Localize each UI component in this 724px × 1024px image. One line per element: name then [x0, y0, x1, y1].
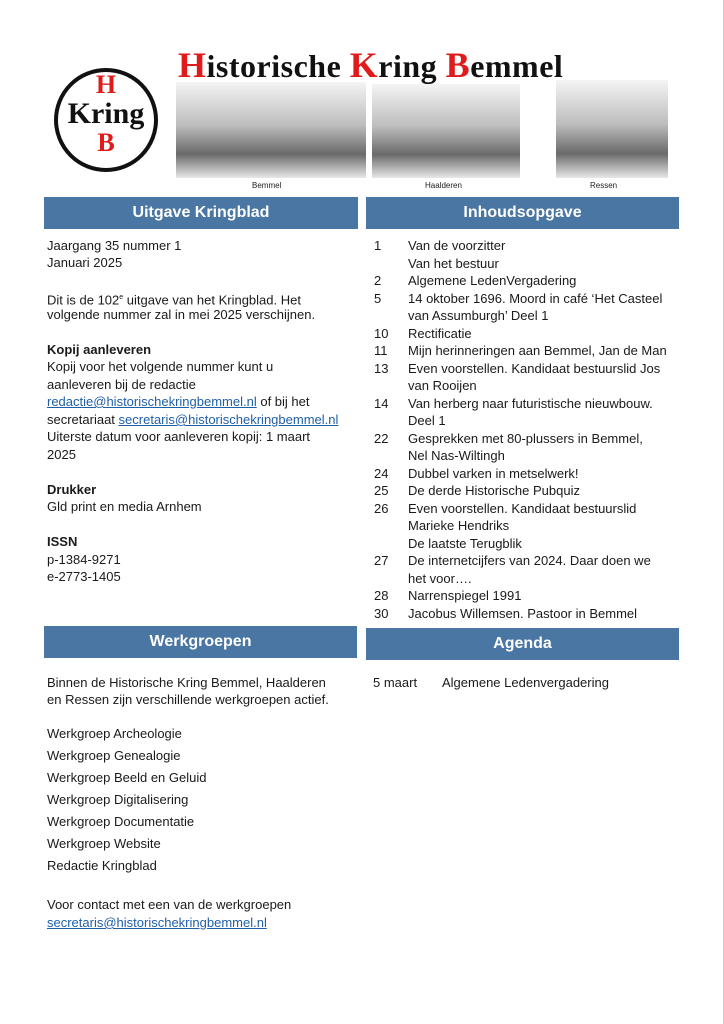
deadline-text: 2025 — [47, 447, 76, 462]
werkgroepen-heading: Werkgroepen — [44, 626, 357, 658]
toc-entry: van Assumburgh’ Deel 1 — [408, 308, 549, 323]
redactie-email-link[interactable]: redactie@historischekringbemmel.nl — [47, 394, 257, 409]
toc-entry: Jacobus Willemsen. Pastoor in Bemmel — [408, 605, 638, 621]
toc-entry: Algemene LedenVergadering — [408, 273, 577, 288]
caption-bemmel: Bemmel — [252, 181, 282, 190]
toc-entry: De internetcijfers van 2024. Daar doen we — [408, 553, 651, 568]
bemmel-castle-photo — [176, 82, 366, 178]
toc-page-number: 2 — [374, 273, 382, 288]
toc-entry: het voor…. — [408, 570, 472, 586]
toc-page-number: 13 — [374, 360, 389, 376]
werkgroepen-intro: Binnen de Historische Kring Bemmel, Haalderen — [47, 675, 326, 690]
toc-entry: Dubbel varken in metselwerk! — [408, 465, 579, 481]
toc-entry: Even voorstellen. Kandidaat bestuurslid — [408, 500, 637, 516]
uitgave-heading: Uitgave Kringblad — [44, 197, 358, 229]
toc-page-number: 27 — [374, 553, 389, 568]
kopij-text: aanleveren bij de redactie — [47, 377, 196, 392]
werkgroep-item: Werkgroep Genealogie — [47, 748, 181, 763]
deadline-text: Uiterste datum voor aanleveren kopij: 1 maart — [47, 429, 311, 444]
toc-entry: 14 oktober 1696. Moord in café ‘Het Casteel — [408, 290, 663, 306]
logo-h: H — [95, 70, 117, 99]
contact-email — [47, 914, 267, 931]
toc-entry: van Rooijen — [408, 378, 477, 393]
toc-page-number: 26 — [374, 500, 389, 516]
agenda-event: Algemene Ledenvergadering — [442, 675, 609, 690]
intro-line: Dit is de 102e uitgave van het Kringblad. Het — [47, 292, 301, 308]
toc-entry: Van de voorzitter — [408, 238, 506, 253]
werkgroep-item: Redactie Kringblad — [47, 858, 157, 873]
toc-entry: Narrenspiegel 1991 — [408, 588, 522, 603]
caption-haalderen: Haalderen — [425, 181, 462, 190]
drukker-name: Gld print en media Arnhem — [47, 499, 202, 514]
logo-kring: Kring — [67, 97, 145, 130]
agenda-heading: Agenda — [366, 628, 679, 660]
haalderen-church-photo — [372, 84, 520, 178]
werkgroep-item: Werkgroep Website — [47, 836, 161, 851]
logo-b: B — [97, 128, 115, 157]
toc-page-number: 25 — [374, 483, 389, 498]
secretaris-email-link[interactable]: secretaris@historischekringbemmel.nl — [118, 412, 339, 427]
kring-logo — [54, 68, 158, 172]
toc-entry: Gesprekken met 80-plussers in Bemmel, — [408, 430, 643, 446]
issue-date: Januari 2025 — [47, 255, 123, 270]
toc-page-number: 5 — [374, 290, 382, 306]
toc-page-number: 11 — [374, 343, 388, 358]
jaargang: Jaargang 35 nummer 1 — [47, 238, 182, 253]
issn-heading: ISSN — [47, 534, 78, 549]
contact-text: Voor contact met een van de werkgroepen — [47, 897, 292, 912]
werkgroep-item: Werkgroep Archeologie — [47, 726, 182, 741]
werkgroep-item: Werkgroep Beeld en Geluid — [47, 770, 207, 785]
toc-page-number: 30 — [374, 605, 389, 621]
toc-page-number: 10 — [374, 325, 389, 341]
kopij-text: redactie@historischekringbemmel.nl of bij het — [47, 394, 310, 409]
kopij-heading: Kopij aanleveren — [47, 342, 152, 357]
werkgroep-item: Werkgroep Digitalisering — [47, 792, 189, 807]
kopij-text: secretariaat secretaris@historischekringbemmel.nl — [47, 412, 339, 427]
inhoud-heading: Inhoudsopgave — [366, 197, 679, 229]
toc-entry: Marieke Hendriks — [408, 518, 510, 533]
issn-electronic: e-2773-1405 — [47, 569, 121, 584]
toc-page-number: 1 — [374, 238, 382, 253]
toc-entry: De laatste Terugblik — [408, 535, 522, 551]
werkgroep-item: Werkgroep Documentatie — [47, 814, 195, 829]
toc-page-number: 24 — [374, 465, 389, 481]
toc-entry: Nel Nas-Wiltingh — [408, 448, 505, 463]
contact-email-link[interactable]: secretaris@historischekringbemmel.nl — [47, 915, 267, 930]
toc-entry: Rectificatie — [408, 325, 472, 341]
werkgroepen-intro: en Ressen zijn verschillende werkgroepen actief. — [47, 692, 329, 707]
toc-entry: Even voorstellen. Kandidaat bestuurslid Jos — [408, 360, 661, 376]
toc-page-number: 28 — [374, 588, 389, 603]
toc-page-number: 22 — [374, 430, 389, 446]
intro-line-2: volgende nummer zal in mei 2025 verschijnen. — [47, 307, 316, 322]
toc-entry: De derde Historische Pubquiz — [408, 483, 580, 498]
masthead-title: Historische Kring Bemmel — [178, 45, 564, 85]
toc-entry: Van herberg naar futuristische nieuwbouw. — [408, 395, 653, 411]
agenda-date: 5 maart — [373, 675, 418, 690]
ressen-church-photo — [556, 80, 668, 178]
issn-print: p-1384-9271 — [47, 552, 121, 567]
toc-entry: Mijn herinneringen aan Bemmel, Jan de Man — [408, 343, 667, 358]
caption-ressen: Ressen — [590, 181, 618, 190]
kopij-text: Kopij voor het volgende nummer kunt u — [47, 359, 274, 374]
toc-entry: Van het bestuur — [408, 255, 499, 271]
toc-entry: Deel 1 — [408, 413, 446, 428]
drukker-heading: Drukker — [47, 482, 97, 497]
toc-page-number: 14 — [374, 395, 389, 411]
